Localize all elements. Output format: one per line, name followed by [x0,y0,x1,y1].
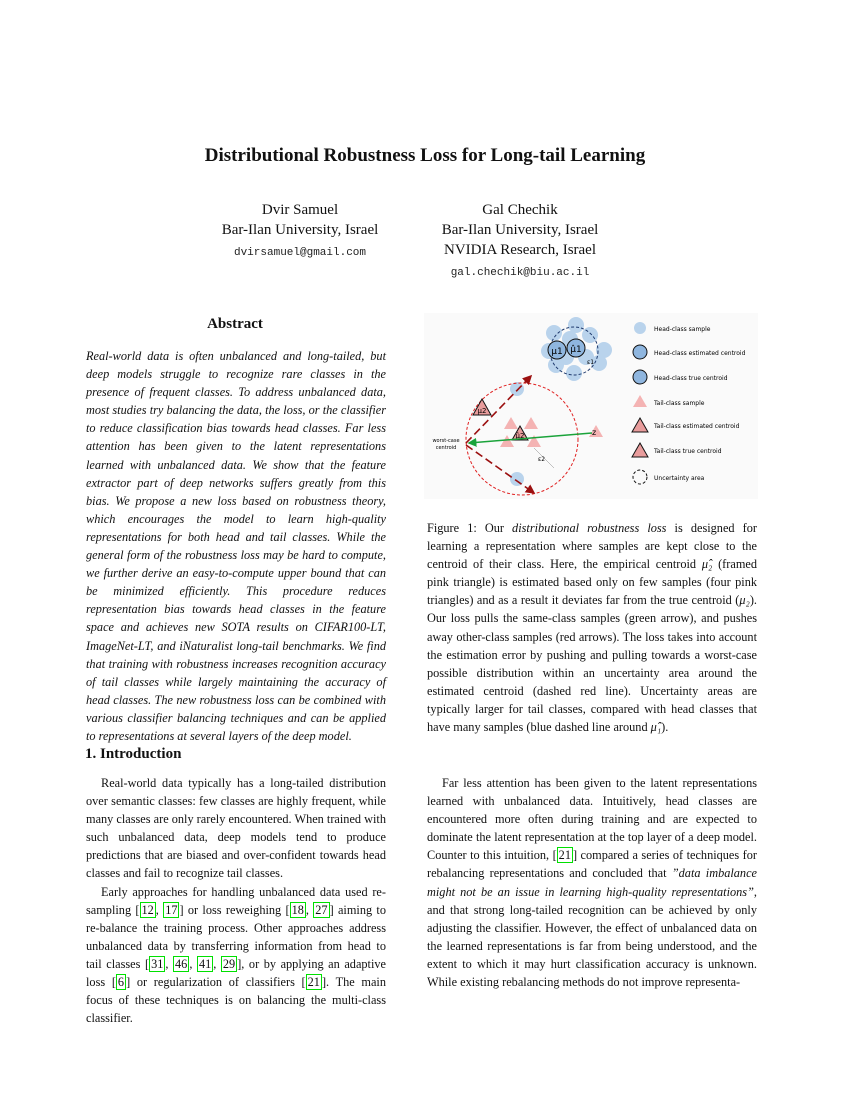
author-affiliation: Bar-Ilan University, Israel [441,222,599,238]
figure-1-diagram [424,313,758,499]
svg-text:ε2: ε2 [538,456,546,463]
text-segment: ). [661,720,669,735]
italic-text: distributional robustness loss [512,521,667,535]
author-affiliation: Bar-Ilan University, Israel [221,222,379,238]
citation-link[interactable]: 29 [222,956,236,971]
svg-text:μ1: μ1 [551,347,563,357]
svg-text:Uncertainty area: Uncertainty area [654,475,705,482]
citation-link[interactable]: 31 [151,956,164,971]
abstract-heading: Abstract [207,316,263,332]
text-segment: Early approaches for handling unbalanced data used re-sampling [ [86,884,386,917]
author-1 [190,200,410,263]
abstract-text: Real-world data is often unbalanced and long-tailed, but deep models struggle to recognize rare classes in the presence of frequent classes. To address unbalanced data, most studies try balancing the data, the loss, or the classifier to reduce classification bias towards head classes. Far less attention has been given to the latent representations learned with unbalanced data. We show that the feature extractor part of deep networks suffers greatly from this bias. We propose a new loss based on robustness theory, which encourages the model to learn high-quality representations for both head and tail classes. While the general form of the robustness loss may be hard to compute, we further derive an easy-to-compute upper bound that can be minimized efficiently. This procedure reduces representation bias towards head classes in the feature space and achieves new SOTA results on CIFAR100-LT, ImageNet-LT, and iNaturalist long-tail benchmarks. We find that training with robustness increases recognition accuracy of tail classes while largely maintaining the accuracy of head classes. The new robustness loss can be combined with various classifier balancing techniques and can be applied to representations at several layers of the deep model. [86,349,386,743]
italic-text: ”data imbalance might not be an issue in learning high-quality representations” [427,866,757,899]
text-segment: , [213,956,221,971]
svg-text:Head-class sample: Head-class sample [654,326,711,333]
svg-text:ε1: ε1 [587,359,595,366]
text-segment: , [305,902,314,917]
text-segment: , and that strong long-tailed recognition can be achieved by only adjusting the classifier. However, the effect of unbalanced data on the learned representations is far from being understood, and the extent to which it may hurt classification accuracy is unknown. While existing rebalancing methods do not improve representa- [427,884,757,990]
citation-link[interactable]: 18 [291,902,304,917]
svg-text:centroid: centroid [435,445,457,451]
author-name: Gal Chechik [482,202,558,218]
text-segment: ], or by applying an adaptive loss [ [86,956,386,990]
text-segment: Real-world data typically has a long-tailed distribution over semantic classes: few classes are highly frequent, while many classes are only rarely encountered. When trained with such unbalanced data, deep models tend to produce predictions that are biased and over-confident towards head classes and fail to recognize tail classes. [86,776,386,881]
citation-link[interactable]: 46 [175,956,188,971]
svg-text:z: z [592,428,597,437]
left-column-text [86,774,386,1027]
text-segment: ] or loss reweighing [ [179,902,290,917]
citation-link[interactable]: 41 [198,956,212,971]
author-email[interactable]: gal.chechik@biu.ac.il [450,267,590,279]
italic-text: μ₂ [739,593,750,608]
introduction-heading: 1. Introduction [85,746,182,762]
author-name: Dvir Samuel [261,202,339,218]
text-segment: , [155,902,164,917]
svg-text:Head-class estimated centroid: Head-class estimated centroid [654,350,746,357]
citation-link[interactable]: 27 [315,902,328,917]
svg-text:worst-case: worst-case [432,438,460,444]
svg-text:Tail-class sample: Tail-class sample [654,400,705,407]
text-segment: ] aiming to re-balance the training process. Other approaches address unbalanced data by transferring information from head to tail classes [ [86,902,387,971]
text-segment: ] compared a series of techniques for rebalancing representations and concluded that [427,848,757,881]
svg-text:Tail-class true centroid: Tail-class true centroid [654,448,722,455]
paragraph [86,883,386,1028]
svg-text:Tail-class estimated centroid: Tail-class estimated centroid [654,423,740,430]
italic-text: μ̂₁ [650,720,662,735]
svg-text:μ2: μ2 [477,407,487,415]
author-2 [420,200,620,283]
author-email[interactable]: dvirsamuel@gmail.com [233,247,367,259]
svg-text:μ̂2: μ̂2 [515,432,525,440]
text-segment: , [165,956,174,971]
citation-link[interactable]: 21 [307,975,320,990]
text-segment: (framed pink triangle) is estimated based only on few samples (four pink triangles) and as a result it deviates far from the true centroid ( [427,557,757,608]
italic-text: μ̂₂ [701,557,713,572]
svg-text:μ̂1: μ̂1 [570,345,582,355]
text-segment: ). Our loss pulls the same-class samples (green arrow), and pushes away other-class samples (red arrows). The loss takes into account the estimation error by pushing and pulling towards a worst-case possible distribution within an uncertainty area around the estimated centroid (dashed red line). Uncertainty areas are typically larger for tail classes, compared with head classes that have many samples (blue dashed line around [427,593,757,735]
text-segment: Far less attention has been given to the latent representations learned with unbalanced data. Intuitively, head classes are encountered more often during training and are expected to dominate the latent representation at the top layer of a deep model. Counter to this intuition, [ [427,776,757,863]
text-segment: Figure 1: Our [427,521,513,535]
paragraph [86,774,386,883]
paragraph [427,774,757,991]
citation-link[interactable]: 12 [141,902,154,917]
citation-link[interactable]: 21 [558,848,571,863]
figure-caption [427,519,757,736]
text-segment: ] or regularization of classifiers [ [126,975,306,990]
right-column-text [427,774,757,991]
author-affiliation: NVIDIA Research, Israel [443,242,597,258]
svg-text:Head-class true centroid: Head-class true centroid [654,375,728,382]
text-segment: ]. The main focus of these techniques is on balancing the multi-class classifier. [86,975,386,1026]
paper-title: Distributional Robustness Loss for Long-tail Learning [204,145,646,166]
citation-link[interactable]: 17 [165,902,178,917]
text-segment: is designed for learning a representation where samples are kept close to the centroid of their class. Here, the empirical centroid [427,521,757,572]
citation-link[interactable]: 6 [117,975,125,990]
text-segment: , [189,956,197,971]
